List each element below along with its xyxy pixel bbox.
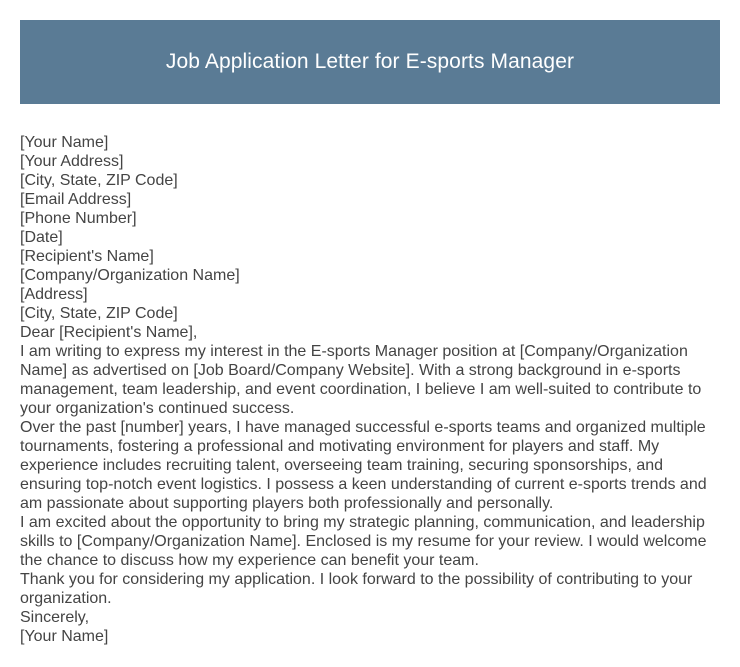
paragraph-line: Name] as advertised on [Job Board/Company Website]. With a strong background in e-sports bbox=[20, 362, 681, 379]
paragraph-line: your organization's continued success. bbox=[20, 400, 295, 417]
paragraph-line: Thank you for considering my application. I look forward to the possibility of contributing to your bbox=[20, 571, 693, 588]
paragraph-line: the chance to discuss how my experience can benefit your team. bbox=[20, 552, 479, 569]
paragraph-line: organization. bbox=[20, 590, 112, 607]
recipient-city-state-zip: [City, State, ZIP Code] bbox=[20, 305, 178, 322]
paragraph-line: I am writing to express my interest in the E-sports Manager position at [Company/Organization bbox=[20, 343, 688, 360]
salutation: Dear [Recipient's Name], bbox=[20, 324, 198, 341]
recipient-company: [Company/Organization Name] bbox=[20, 267, 240, 284]
page-title: Job Application Letter for E-sports Manager bbox=[165, 50, 575, 73]
paragraph-line: skills to [Company/Organization Name]. Enclosed is my resume for your review. I would welcome bbox=[20, 533, 707, 550]
sender-name: [Your Name] bbox=[20, 134, 109, 151]
signature-name: [Your Name] bbox=[20, 628, 109, 645]
letter-body bbox=[20, 133, 720, 646]
recipient-address: [Address] bbox=[20, 286, 88, 303]
paragraph-line: am passionate about supporting players both professionally and personally. bbox=[20, 495, 554, 512]
sender-email: [Email Address] bbox=[20, 191, 132, 208]
paragraph-line: tournaments, fostering a professional and motivating environment for players and staff. My bbox=[20, 438, 660, 455]
paragraph-line: I am excited about the opportunity to bring my strategic planning, communication, and leadership bbox=[20, 514, 705, 531]
paragraph-line: experience includes recruiting talent, overseeing team training, securing sponsorships, and bbox=[20, 457, 664, 474]
sender-phone: [Phone Number] bbox=[20, 210, 137, 227]
recipient-name: [Recipient's Name] bbox=[20, 248, 154, 265]
closing: Sincerely, bbox=[20, 609, 90, 626]
letter-date: [Date] bbox=[20, 229, 63, 246]
sender-address: [Your Address] bbox=[20, 153, 124, 170]
paragraph-line: Over the past [number] years, I have managed successful e-sports teams and organized multiple bbox=[20, 419, 706, 436]
sender-city-state-zip: [City, State, ZIP Code] bbox=[20, 172, 178, 189]
paragraph-line: management, team leadership, and event coordination, I believe I am well-suited to contribute to bbox=[20, 381, 702, 398]
title-banner bbox=[20, 20, 720, 104]
paragraph-line: ensuring top-notch event logistics. I possess a keen understanding of current e-sports trends and bbox=[20, 476, 707, 493]
